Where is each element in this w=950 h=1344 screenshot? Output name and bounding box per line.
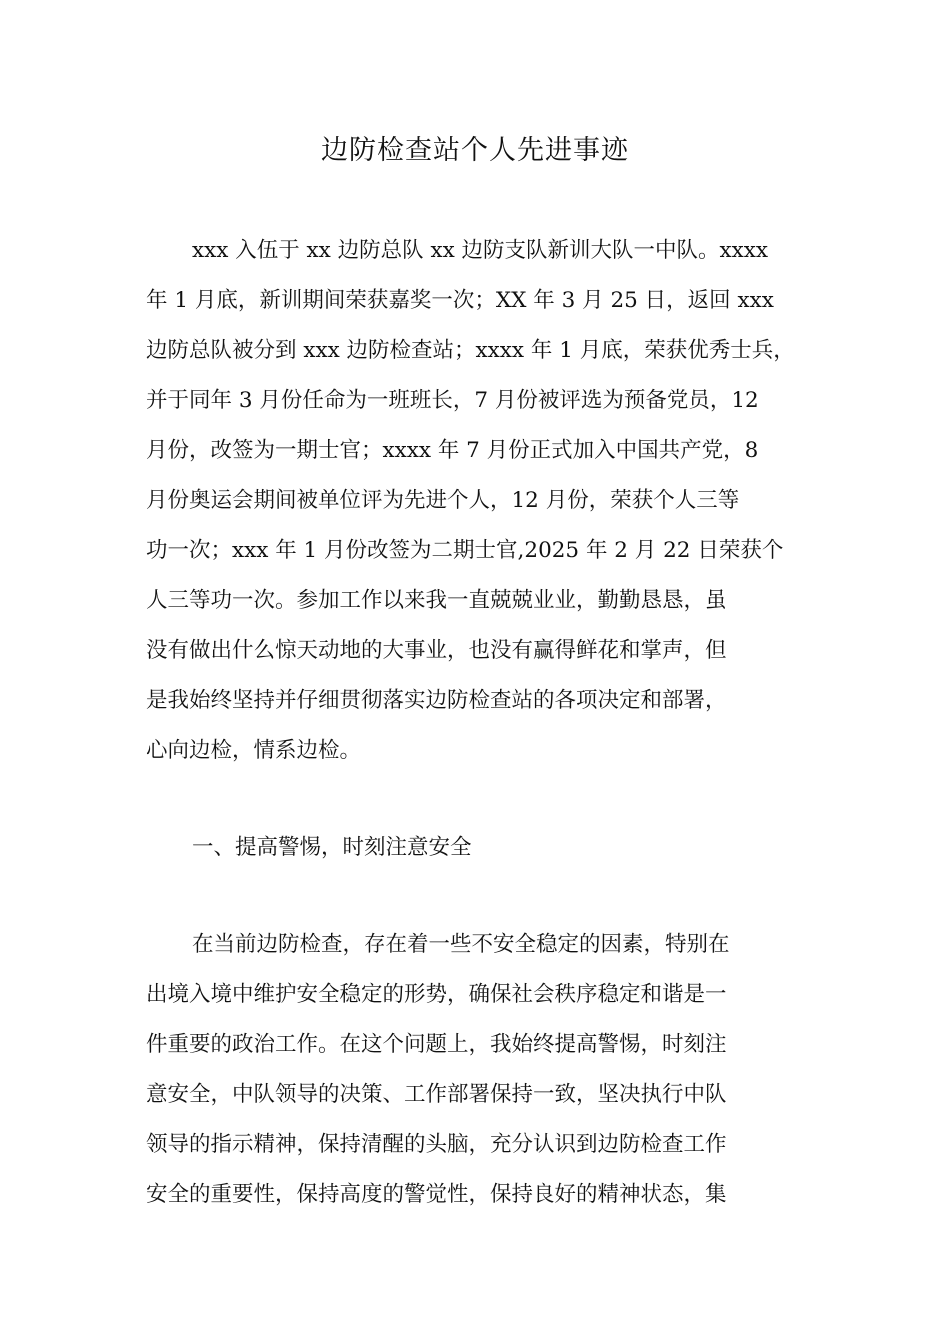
text-line: 人三等功一次。参加工作以来我一直兢兢业业，勤勤恳恳，虽 [146,588,727,613]
text-line: 意安全，中队领导的决策、工作部署保持一致，坚决执行中队 [146,1082,727,1107]
text-line: 并于同年 3 月份任命为一班班长，7 月份被评选为预备党员，12 [146,388,759,413]
section-heading [146,823,810,873]
text-line: 领导的指示精神，保持清醒的头脑，充分认识到边防检查工作 [146,1132,727,1157]
text-line: 出境入境中维护安全稳定的形势，确保社会秩序稳定和谐是一 [146,982,727,1007]
text-line: 年 1 月底，新训期间荣获嘉奖一次；XX 年 3 月 25 日，返回 xxx [146,288,774,313]
section-heading-text: 一、提高警惕，时刻注意安全 [192,835,472,860]
text-line: 没有做出什么惊天动地的大事业，也没有赢得鲜花和掌声，但 [146,638,727,663]
text-line: 心向边检，情系边检。 [146,738,362,763]
text-line: 件重要的政治工作。在这个问题上，我始终提高警惕，时刻注 [146,1032,727,1057]
text-line: 是我始终坚持并仔细贯彻落实边防检查站的各项决定和部署， [146,688,727,713]
paragraph-safety [146,920,810,1220]
document-title: 边防检查站个人先进事迹 [321,135,629,166]
paragraph-intro [146,226,810,776]
text-line: 安全的重要性，保持高度的警觉性，保持良好的精神状态，集 [146,1182,727,1207]
text-line: 在当前边防检查，存在着一些不安全稳定的因素，特别在 [192,932,730,957]
text-line: 月份奥运会期间被单位评为先进个人，12 月份，荣获个人三等 [146,488,740,513]
text-line: 月份，改签为一期士官；xxxx 年 7 月份正式加入中国共产党，8 [146,438,759,463]
text-line: 功一次；xxx 年 1 月份改签为二期士官,2025 年 2 月 22 日荣获个 [146,538,784,563]
text-line: xxx 入伍于 xx 边防总队 xx 边防支队新训大队一中队。xxxx [192,238,769,263]
text-line: 边防总队被分到 xxx 边防检查站；xxxx 年 1 月底，荣获优秀士兵， [146,338,795,363]
